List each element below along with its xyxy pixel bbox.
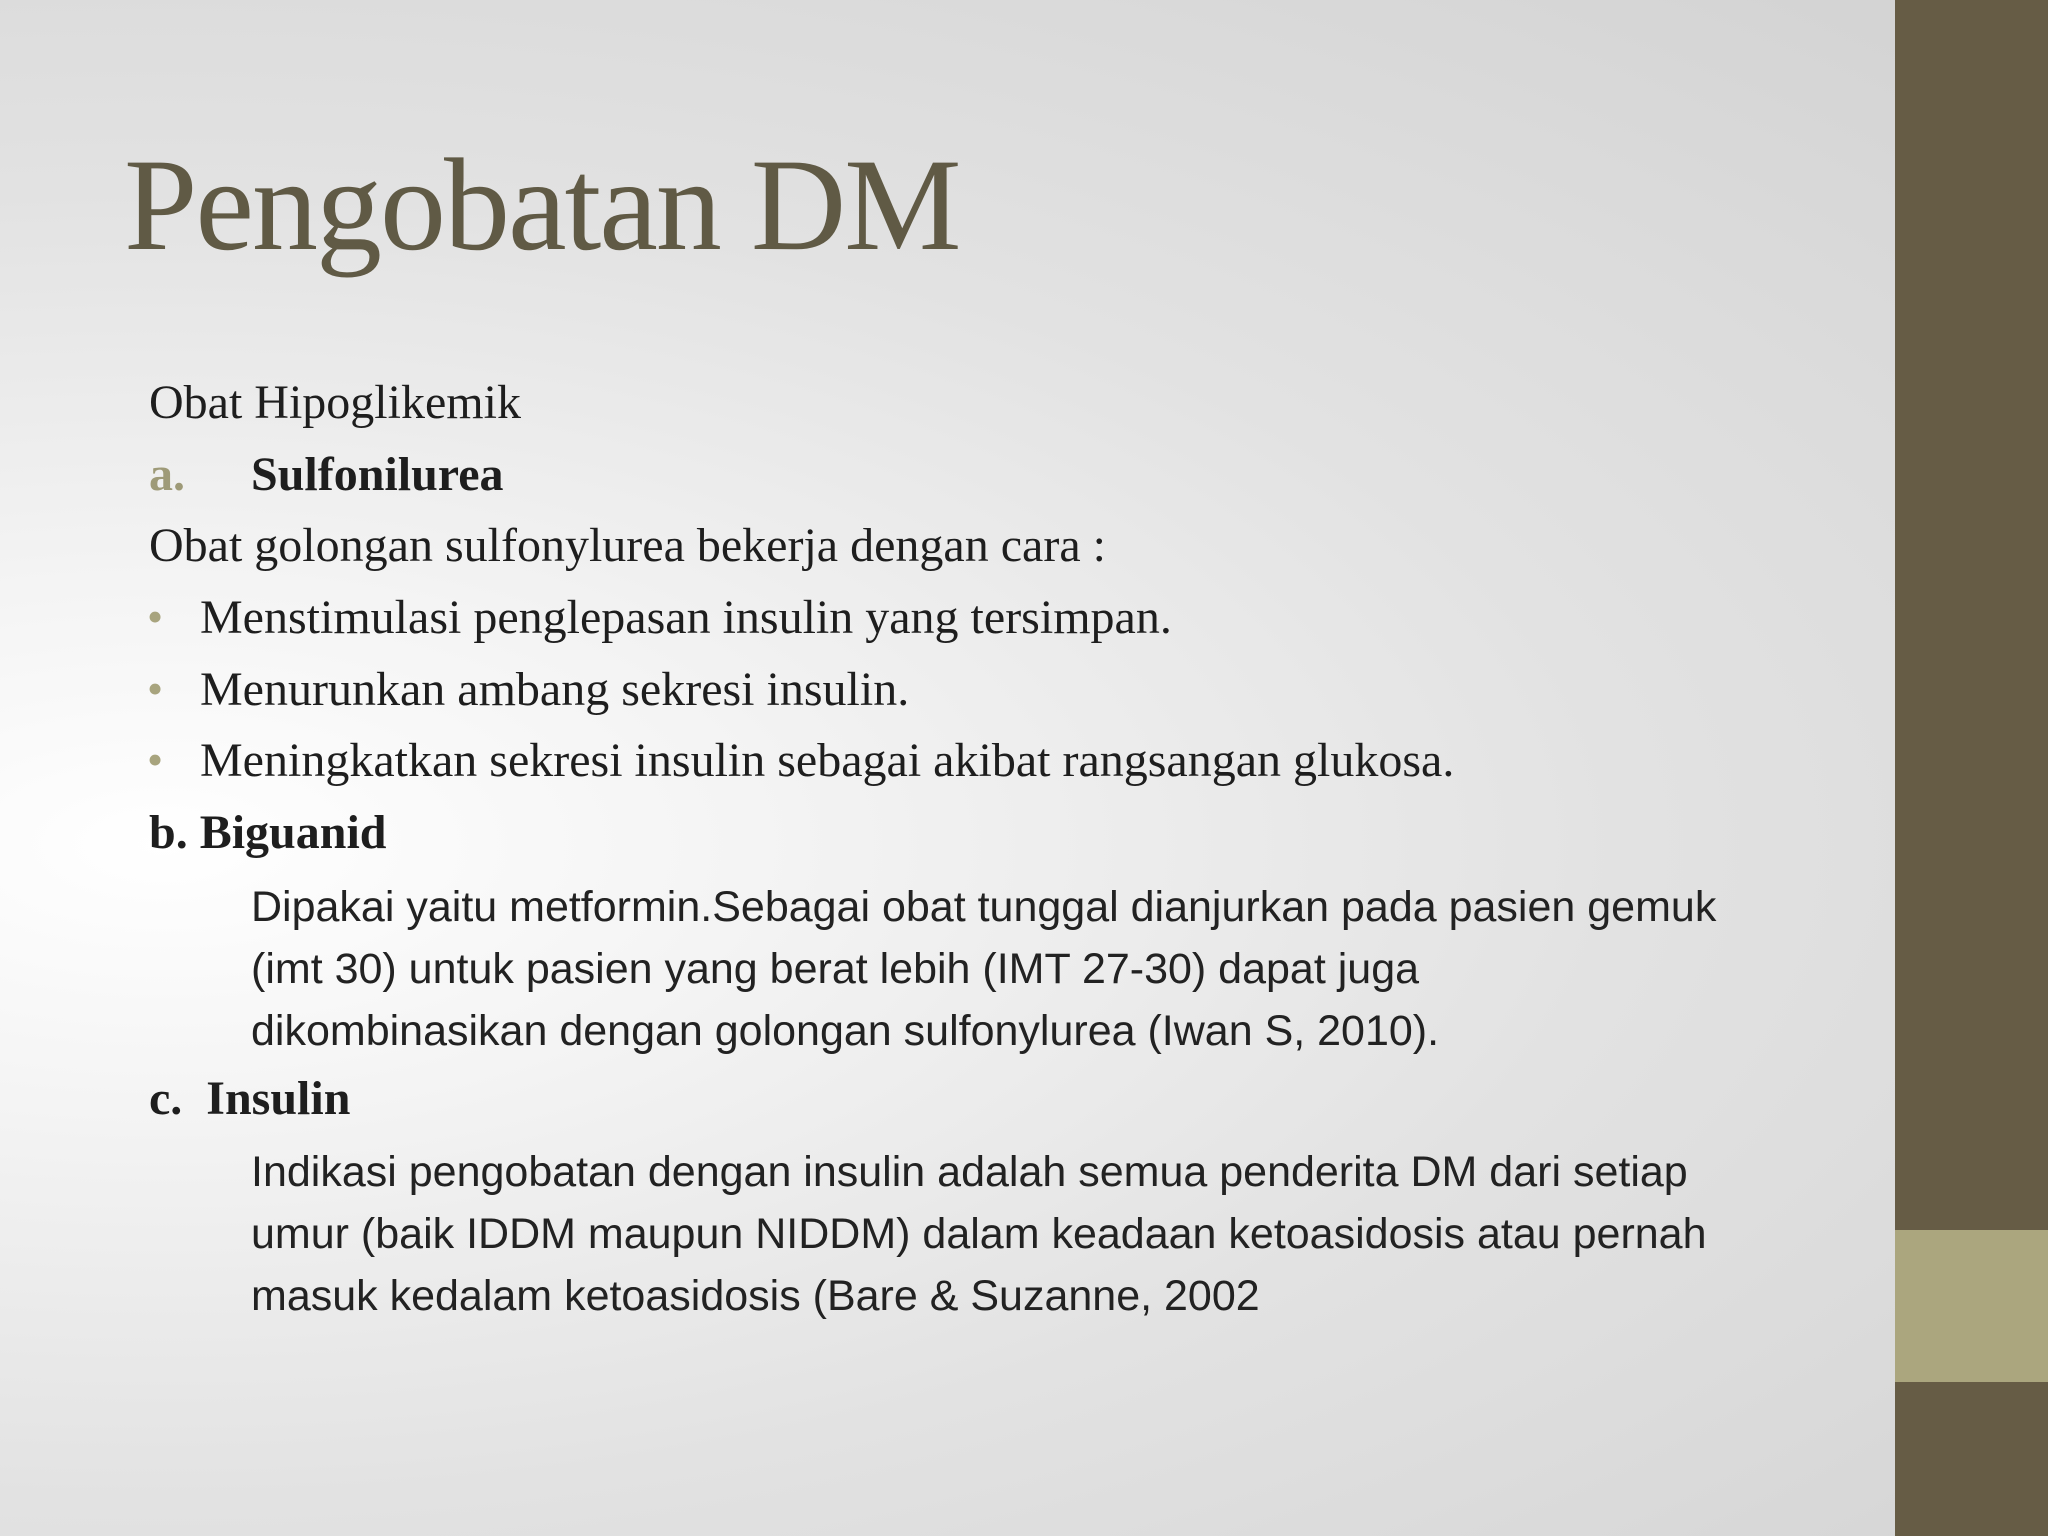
section-a-marker: a. xyxy=(149,448,185,501)
intro-text: Obat Hipoglikemik xyxy=(149,376,521,429)
bullet-item-1: Menstimulasi penglepasan insulin yang tersimpan. xyxy=(200,591,1172,644)
section-b-heading: b. Biguanid xyxy=(149,806,387,859)
section-c-paragraph: Indikasi pengobatan dengan insulin adalah semua penderita DM dari setiap umur (baik IDDM maupun NIDDM) dalam keadaan ketoasidosis atau pernah masuk kedalam ketoasidosis (Bare & Suzanne, 2002 xyxy=(251,1148,1707,1320)
bullet-icon: • xyxy=(147,591,164,642)
section-b-paragraph: Dipakai yaitu metformin.Sebagai obat tunggal dianjurkan pada pasien gemuk (imt 30) untuk pasien yang berat lebih (IMT 27-30) dapat juga dikombinasikan dengan golongan sulfonylurea (Iwan S, 2010). xyxy=(251,883,1717,1055)
section-c-heading: c. Insulin xyxy=(149,1072,351,1125)
bullet-icon: • xyxy=(147,734,164,785)
section-a-lead: Obat golongan sulfonylurea bekerja dengan cara : xyxy=(149,519,1106,572)
slide-title: Pengobatan DM xyxy=(124,131,960,278)
bullet-icon: • xyxy=(147,663,164,714)
bullet-item-2: Menurunkan ambang sekresi insulin. xyxy=(200,663,910,716)
bullet-item-3: Meningkatkan sekresi insulin sebagai akibat rangsangan glukosa. xyxy=(200,734,1455,787)
section-a-title: Sulfonilurea xyxy=(251,448,504,501)
sidebar-accent-block xyxy=(1895,1230,2048,1382)
section-a-heading xyxy=(149,447,504,502)
